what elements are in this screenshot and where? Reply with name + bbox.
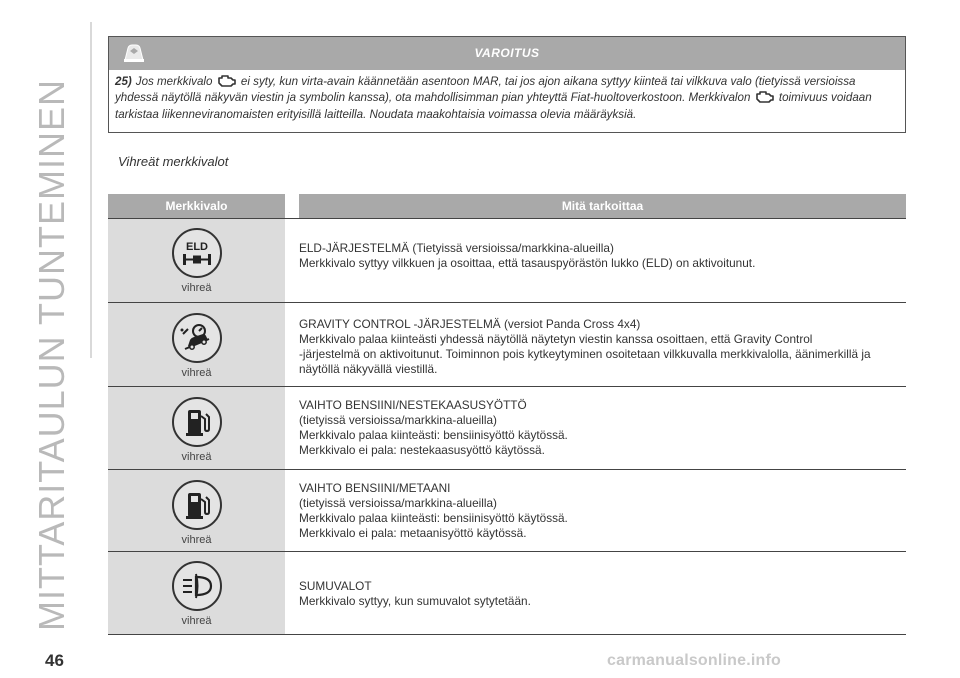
meaning-line: Merkkivalo syttyy vilkkuen ja osoittaa, että tasauspyörästön lukko (ELD) on aktivoitunut. — [299, 256, 756, 270]
indicator-cell — [108, 219, 285, 302]
indicator-badge — [172, 228, 222, 278]
table-row — [108, 218, 906, 302]
fuel-pump-icon — [179, 404, 215, 440]
indicator-cell — [108, 552, 285, 634]
meaning-line: -järjestelmä on aktivoitunut. Toiminnon pois kytkeytyminen osoitetaan vilkkuvalla merkkivalolla, äänimerkillä ja — [299, 347, 871, 361]
indicator-cell — [108, 470, 285, 551]
meaning-cell — [285, 387, 906, 469]
indicator-badge — [172, 397, 222, 447]
table-header — [108, 194, 906, 218]
indicator-color-label: vihreä — [181, 615, 212, 627]
fuel-pump-icon — [179, 487, 215, 523]
fog-light-icon — [179, 568, 215, 604]
meaning-line: Merkkivalo palaa kiinteästi: bensiinisyöttö käytössä. — [299, 511, 568, 525]
meaning-line: Merkkivalo syttyy, kun sumuvalot sytytetään. — [299, 594, 531, 608]
table-row — [108, 469, 906, 551]
engine-icon — [754, 90, 776, 103]
meaning-line: näytöllä näkyvällä viestillä. — [299, 362, 438, 376]
indicator-table — [108, 194, 906, 635]
meaning-line: (tietyissä versioissa/markkina-alueilla) — [299, 496, 497, 510]
indicator-color-label: vihreä — [181, 367, 212, 379]
indicator-color-label: vihreä — [181, 451, 212, 463]
meaning-cell — [285, 552, 906, 634]
svg-text:ELD: ELD — [185, 241, 208, 253]
table-row — [108, 551, 906, 635]
meaning-line: VAIHTO BENSIINI/METAANI — [299, 481, 451, 495]
warning-text-part2: ei syty, kun virta-avain käännetään asentoon MAR, tai jos ajon aikana syttyy kiinteä tai vilkkuva valo (tietyissä versioissa yhdessä näytöllä näkyvän viestin ja symbolin kanssa), ota mahdollisimman pian yhteyttä Fiat-huoltoverkostoon. Merkkivalon — [115, 75, 856, 105]
side-rule — [90, 22, 92, 358]
table-row — [108, 302, 906, 386]
indicator-badge — [172, 313, 222, 363]
indicator-color-label: vihreä — [181, 282, 212, 294]
warning-text-part3: toimivuus voidaan tarkistaa liikenneviranomaisten erityisillä laitteilla. Noudata maakohtaisia voimassa olevia määräyksiä. — [115, 91, 872, 121]
indicator-cell — [108, 303, 285, 386]
meaning-cell — [285, 303, 906, 386]
watermark: carmanualsonline.info — [607, 652, 782, 669]
warning-title: VAROITUS — [474, 46, 540, 60]
warning-box — [108, 36, 906, 133]
meaning-line: Merkkivalo palaa kiinteästi yhdessä näytöllä näytetyn viestin kanssa osoittaen, että Gravity Control — [299, 332, 813, 346]
table-row — [108, 386, 906, 469]
meaning-cell — [285, 470, 906, 551]
meaning-line: Merkkivalo ei pala: metaanisyöttö käytössä. — [299, 526, 527, 540]
warning-header — [109, 37, 905, 70]
meaning-line: VAIHTO BENSIINI/NESTEKAASUSYÖTTÖ — [299, 398, 527, 412]
page-number: 46 — [45, 651, 64, 670]
section-heading: Vihreät merkkivalot — [118, 154, 229, 169]
meaning-line: GRAVITY CONTROL -JÄRJESTELMÄ (versiot Panda Cross 4x4) — [299, 317, 641, 331]
indicator-badge — [172, 561, 222, 611]
warning-number: 25) — [115, 75, 132, 88]
indicator-cell — [108, 387, 285, 469]
engine-icon — [216, 74, 238, 87]
meaning-line: (tietyissä versioissa/markkina-alueilla) — [299, 413, 497, 427]
warning-text — [109, 70, 905, 123]
side-section-title: MITTARITAULUN TUNTEMINEN — [31, 79, 72, 631]
meaning-line: ELD-JÄRJESTELMÄ (Tietyissä versioissa/markkina-alueilla) — [299, 241, 614, 255]
warning-text-part1: Jos merkkivalo — [135, 75, 213, 88]
meaning-line: Merkkivalo ei pala: nestekaasusyöttö käytössä. — [299, 443, 545, 457]
meaning-line: Merkkivalo palaa kiinteästi: bensiinisyöttö käytössä. — [299, 428, 568, 442]
column-header-meaning: Mitä tarkoittaa — [299, 194, 906, 218]
meaning-line: SUMUVALOT — [299, 579, 372, 593]
indicator-color-label: vihreä — [181, 534, 212, 546]
column-header-indicator: Merkkivalo — [108, 194, 285, 218]
gravity-control-icon — [179, 320, 215, 356]
indicator-badge — [172, 480, 222, 530]
eld-icon — [179, 235, 215, 271]
meaning-cell — [285, 219, 906, 302]
